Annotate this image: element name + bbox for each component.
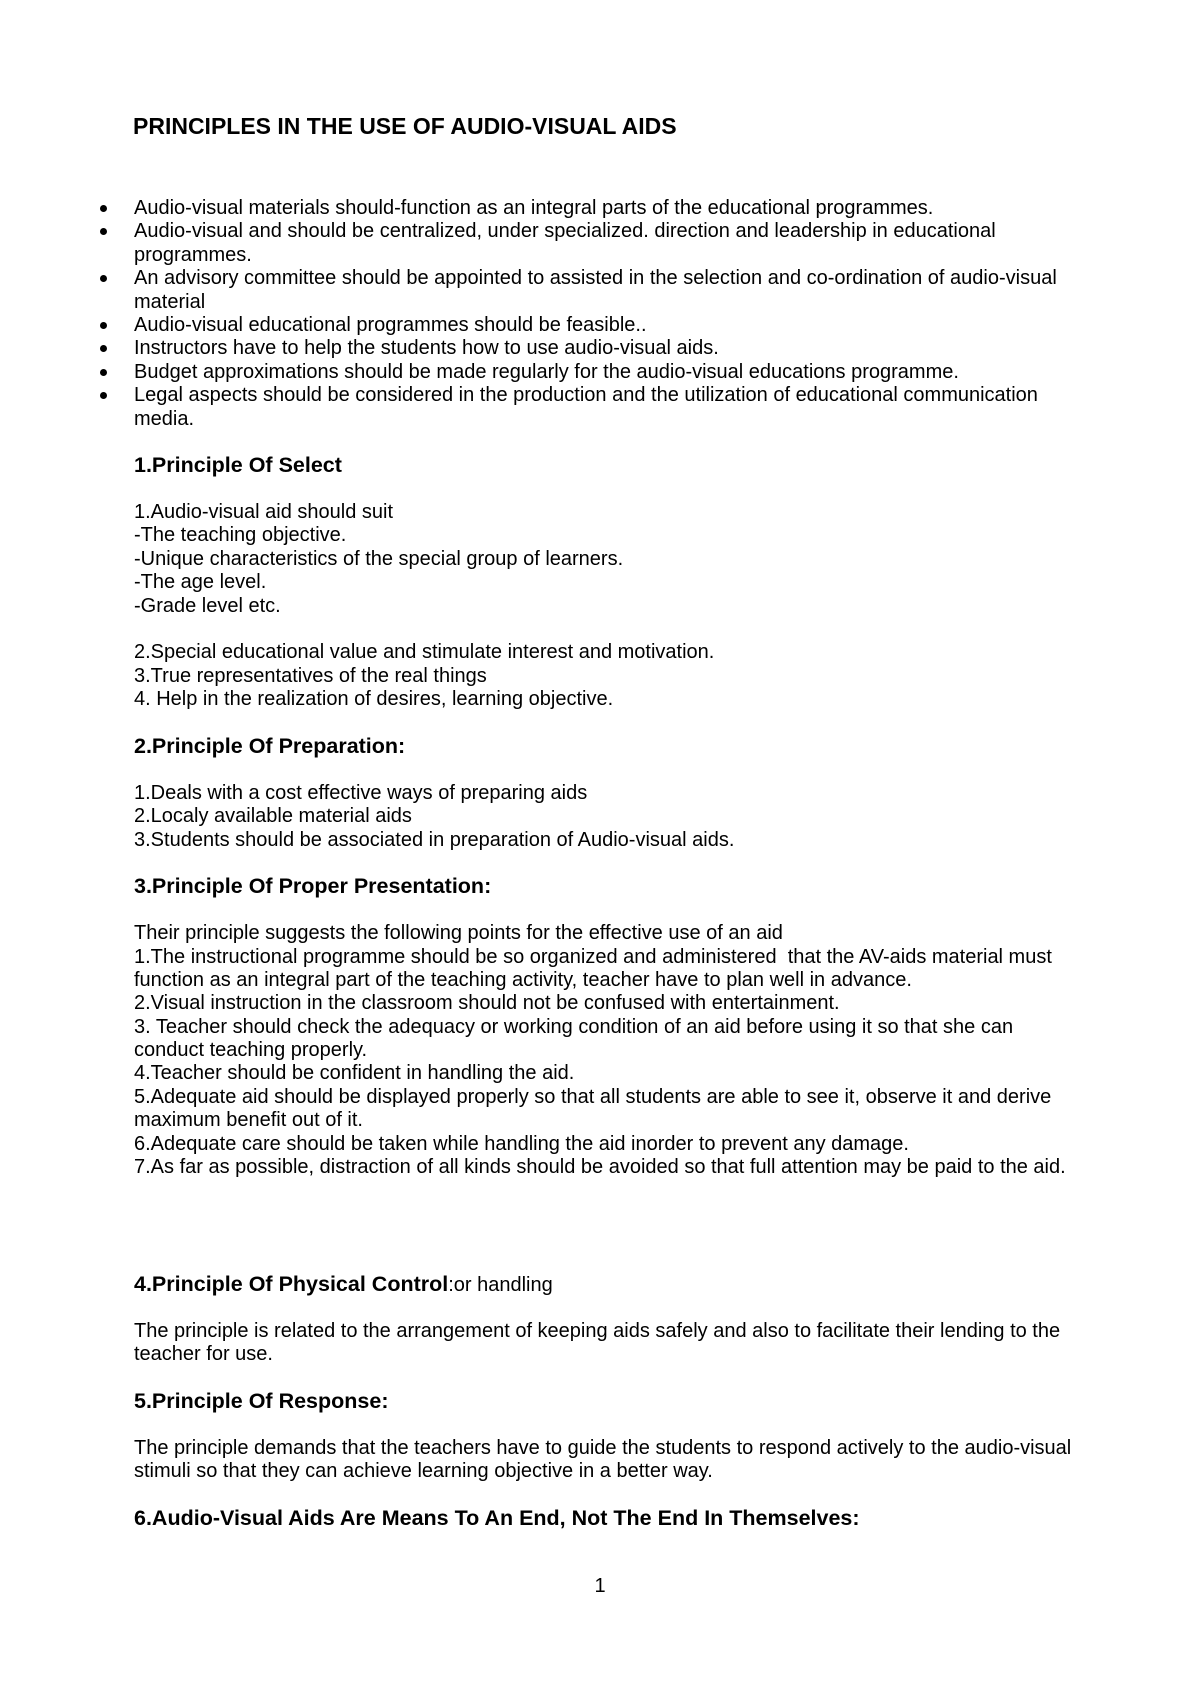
page-number: 1 [594,1575,606,1597]
bullet-item: Audio-visual and should be centralized, under specialized. direction and leadership in educational [134,220,1144,243]
body-line: 4. Help in the realization of desires, learning objective. [134,688,614,711]
document-title: PRINCIPLES IN THE USE OF AUDIO-VISUAL AIDS [133,113,677,139]
blank-line [134,1367,1144,1390]
body-line: stimuli so that they can achieve learning objective in a better way. [134,1460,713,1483]
blank-line [134,1296,1144,1319]
body-line: 3.True representatives of the real things [134,664,487,687]
section-heading: 3.Principle Of Proper Presentation: [134,874,492,899]
body-line: -Unique characteristics of the special group of learners. [134,547,624,570]
blank-line [134,852,1144,875]
body-line: 1.The instructional programme should be so organized and administered that the AV-aids material must [134,945,1052,968]
body-line: 4.Teacher should be confident in handling the aid. [134,1062,575,1085]
blank-line [134,1250,1144,1273]
blank-line [134,1203,1144,1226]
section-heading: 2.Principle Of Preparation: [134,733,406,758]
section-heading: 1.Principle Of Select [134,453,342,478]
blank-line [134,1413,1144,1436]
blank-line [134,1483,1144,1506]
bullet-item-continuation: material [134,290,206,313]
section-heading: 6.Audio-Visual Aids Are Means To An End, Not The End In Themselves: [134,1505,860,1530]
body-line: -The teaching objective. [134,524,347,547]
section-heading: 5.Principle Of Response: [134,1388,389,1413]
blank-line [134,758,1144,781]
body-line: 2.Special educational value and stimulate interest and motivation. [134,641,715,664]
body-line: -Grade level etc. [134,594,281,617]
body-line: The principle is related to the arrangement of keeping aids safely and also to facilitate their lending to the [134,1319,1061,1342]
section-heading [134,1273,1144,1296]
body-line: 2.Localy available material aids [134,805,412,828]
blank-line [134,712,1144,735]
bullet-item: Legal aspects should be considered in the production and the utilization of educational communication [134,384,1144,407]
document-body [134,197,1144,1530]
body-line: 5.Adequate aid should be displayed properly so that all students are able to see it, observe it and derive [134,1085,1052,1108]
body-line: The principle demands that the teachers have to guide the students to respond actively to the audio-visual [134,1436,1072,1459]
blank-line [134,618,1144,641]
body-line: 3. Teacher should check the adequacy or working condition of an aid before using it so that she can [134,1015,1014,1038]
body-line: maximum benefit out of it. [134,1109,363,1132]
body-line: 1.Audio-visual aid should suit [134,501,394,524]
section-heading-suffix: :or handling [448,1273,553,1296]
body-line: teacher for use. [134,1343,273,1366]
body-line: function as an integral part of the teaching activity, teacher have to plan well in advance. [134,968,912,991]
bullet-item: Audio-visual materials should-function as an integral parts of the educational programmes. [134,197,1144,220]
body-line: Their principle suggests the following points for the effective use of an aid [134,922,783,945]
blank-line [134,1226,1144,1249]
body-line: 1.Deals with a cost effective ways of preparing aids [134,781,588,804]
blank-line [134,478,1144,501]
blank-line [134,1179,1144,1202]
bullet-item: Instructors have to help the students how to use audio-visual aids. [134,337,1144,360]
bullet-item: Budget approximations should be made regularly for the audio-visual educations programme. [134,361,1144,384]
bullet-item-continuation: programmes. [134,243,252,266]
body-line: conduct teaching properly. [134,1039,368,1062]
body-line: 3.Students should be associated in preparation of Audio-visual aids. [134,828,735,851]
section-heading-bold-text: 4.Principle Of Physical Control [134,1271,449,1296]
blank-line [134,431,1144,454]
blank-line [134,899,1144,922]
bullet-item-continuation: media. [134,407,195,430]
body-line: 2.Visual instruction in the classroom should not be confused with entertainment. [134,992,840,1015]
bullet-item: Audio-visual educational programmes should be feasible.. [134,314,1144,337]
body-line: -The age level. [134,571,267,594]
body-line: 6.Adequate care should be taken while handling the aid inorder to prevent any damage. [134,1132,909,1155]
bullet-item: An advisory committee should be appointed to assisted in the selection and co-ordination of audio-visual [134,267,1144,290]
body-line: 7.As far as possible, distraction of all kinds should be avoided so that full attention may be paid to the aid. [134,1156,1066,1179]
